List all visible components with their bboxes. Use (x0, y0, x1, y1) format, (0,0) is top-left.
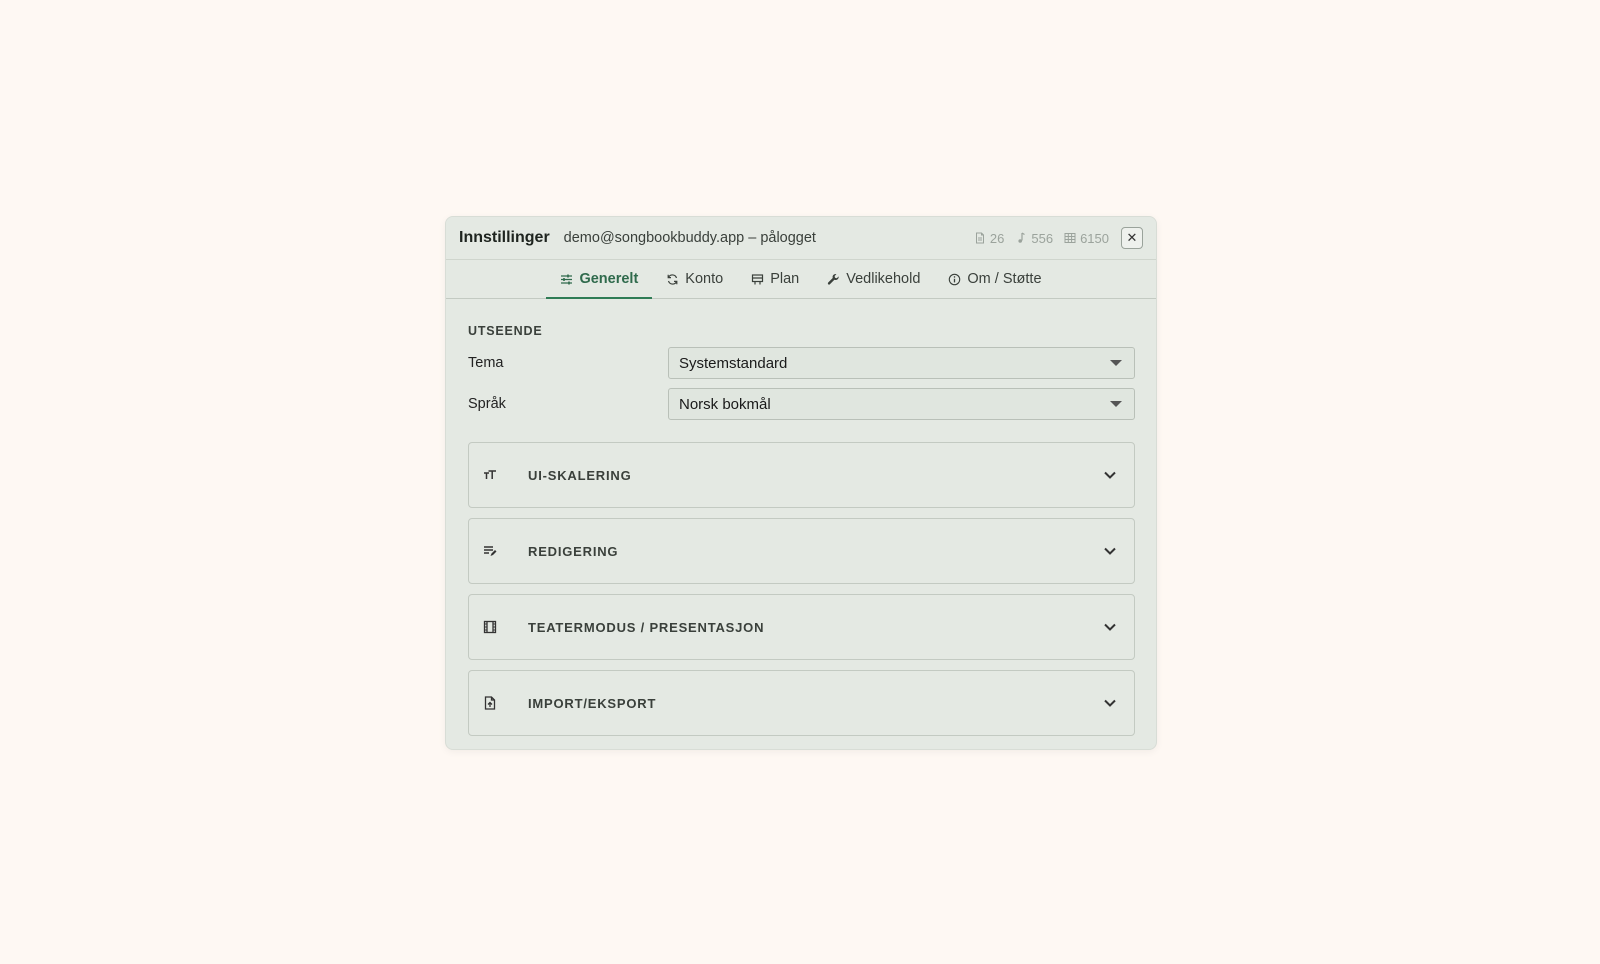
tab-vedlikehold-label: Vedlikehold (846, 271, 921, 287)
accordion-list (468, 442, 1135, 736)
chevron-down-icon (1102, 619, 1118, 635)
tab-generelt-label: Generelt (579, 271, 639, 287)
general-settings (446, 324, 1156, 736)
accordion-ui-scaling[interactable] (468, 442, 1135, 508)
accordion-editing-title: REDIGERING (528, 543, 619, 559)
tab-konto-label: Konto (685, 271, 724, 287)
dialog-title: Innstillinger (459, 229, 550, 246)
caret-down-icon (1110, 401, 1122, 407)
tab-konto[interactable] (652, 260, 737, 298)
document-icon (974, 232, 986, 244)
language-select-value: Norsk bokmål (679, 395, 771, 413)
tab-generelt[interactable] (546, 260, 652, 298)
stat-grid-value: 6150 (1080, 230, 1109, 246)
accordion-theater-mode-title: TEATERMODUS / PRESENTASJON (528, 619, 765, 635)
chevron-down-icon (1102, 695, 1118, 711)
stat-documents (974, 231, 1004, 246)
stat-songs-value: 556 (1031, 230, 1054, 246)
settings-dialog (445, 216, 1157, 750)
user-status: demo@songbookbuddy.app – pålogget (563, 230, 816, 246)
grid-icon (1064, 232, 1076, 244)
sync-icon (666, 273, 679, 286)
accordion-editing[interactable] (468, 518, 1135, 584)
plan-icon (751, 273, 764, 286)
wrench-icon (827, 273, 840, 286)
tab-plan-label: Plan (770, 271, 800, 287)
edit-note-icon (483, 544, 497, 558)
accordion-theater-mode[interactable] (468, 594, 1135, 660)
tab-vedlikehold[interactable] (813, 260, 934, 298)
tab-om-stotte[interactable] (934, 260, 1055, 298)
accordion-import-export[interactable] (468, 670, 1135, 736)
accordion-import-export-title: IMPORT/EKSPORT (528, 695, 657, 711)
language-row (468, 388, 1135, 420)
music-note-icon (1015, 232, 1027, 244)
stat-documents-value: 26 (989, 230, 1005, 246)
chevron-down-icon (1102, 467, 1118, 483)
tab-plan[interactable] (737, 260, 813, 298)
language-label: Språk (468, 396, 506, 412)
stat-grid (1064, 231, 1109, 246)
sliders-icon (560, 273, 573, 286)
dialog-header (446, 217, 1156, 260)
tab-om-stotte-label: Om / Støtte (967, 271, 1042, 287)
theater-icon (483, 620, 497, 634)
file-upload-icon (483, 696, 497, 710)
chevron-down-icon (1102, 543, 1118, 559)
theme-row (468, 347, 1135, 379)
accordion-ui-scaling-title: UI-SKALERING (528, 467, 632, 483)
text-size-icon (483, 468, 497, 482)
stat-songs (1015, 231, 1053, 246)
caret-down-icon (1110, 360, 1122, 366)
stats (974, 231, 1109, 246)
theme-select-value: Systemstandard (679, 354, 788, 372)
info-icon (948, 273, 961, 286)
appearance-section-label: UTSEENDE (468, 324, 543, 338)
language-select[interactable] (668, 388, 1135, 420)
close-button[interactable]: ✕ (1121, 227, 1143, 249)
theme-select[interactable] (668, 347, 1135, 379)
theme-label: Tema (468, 355, 504, 371)
tab-bar (446, 260, 1156, 299)
